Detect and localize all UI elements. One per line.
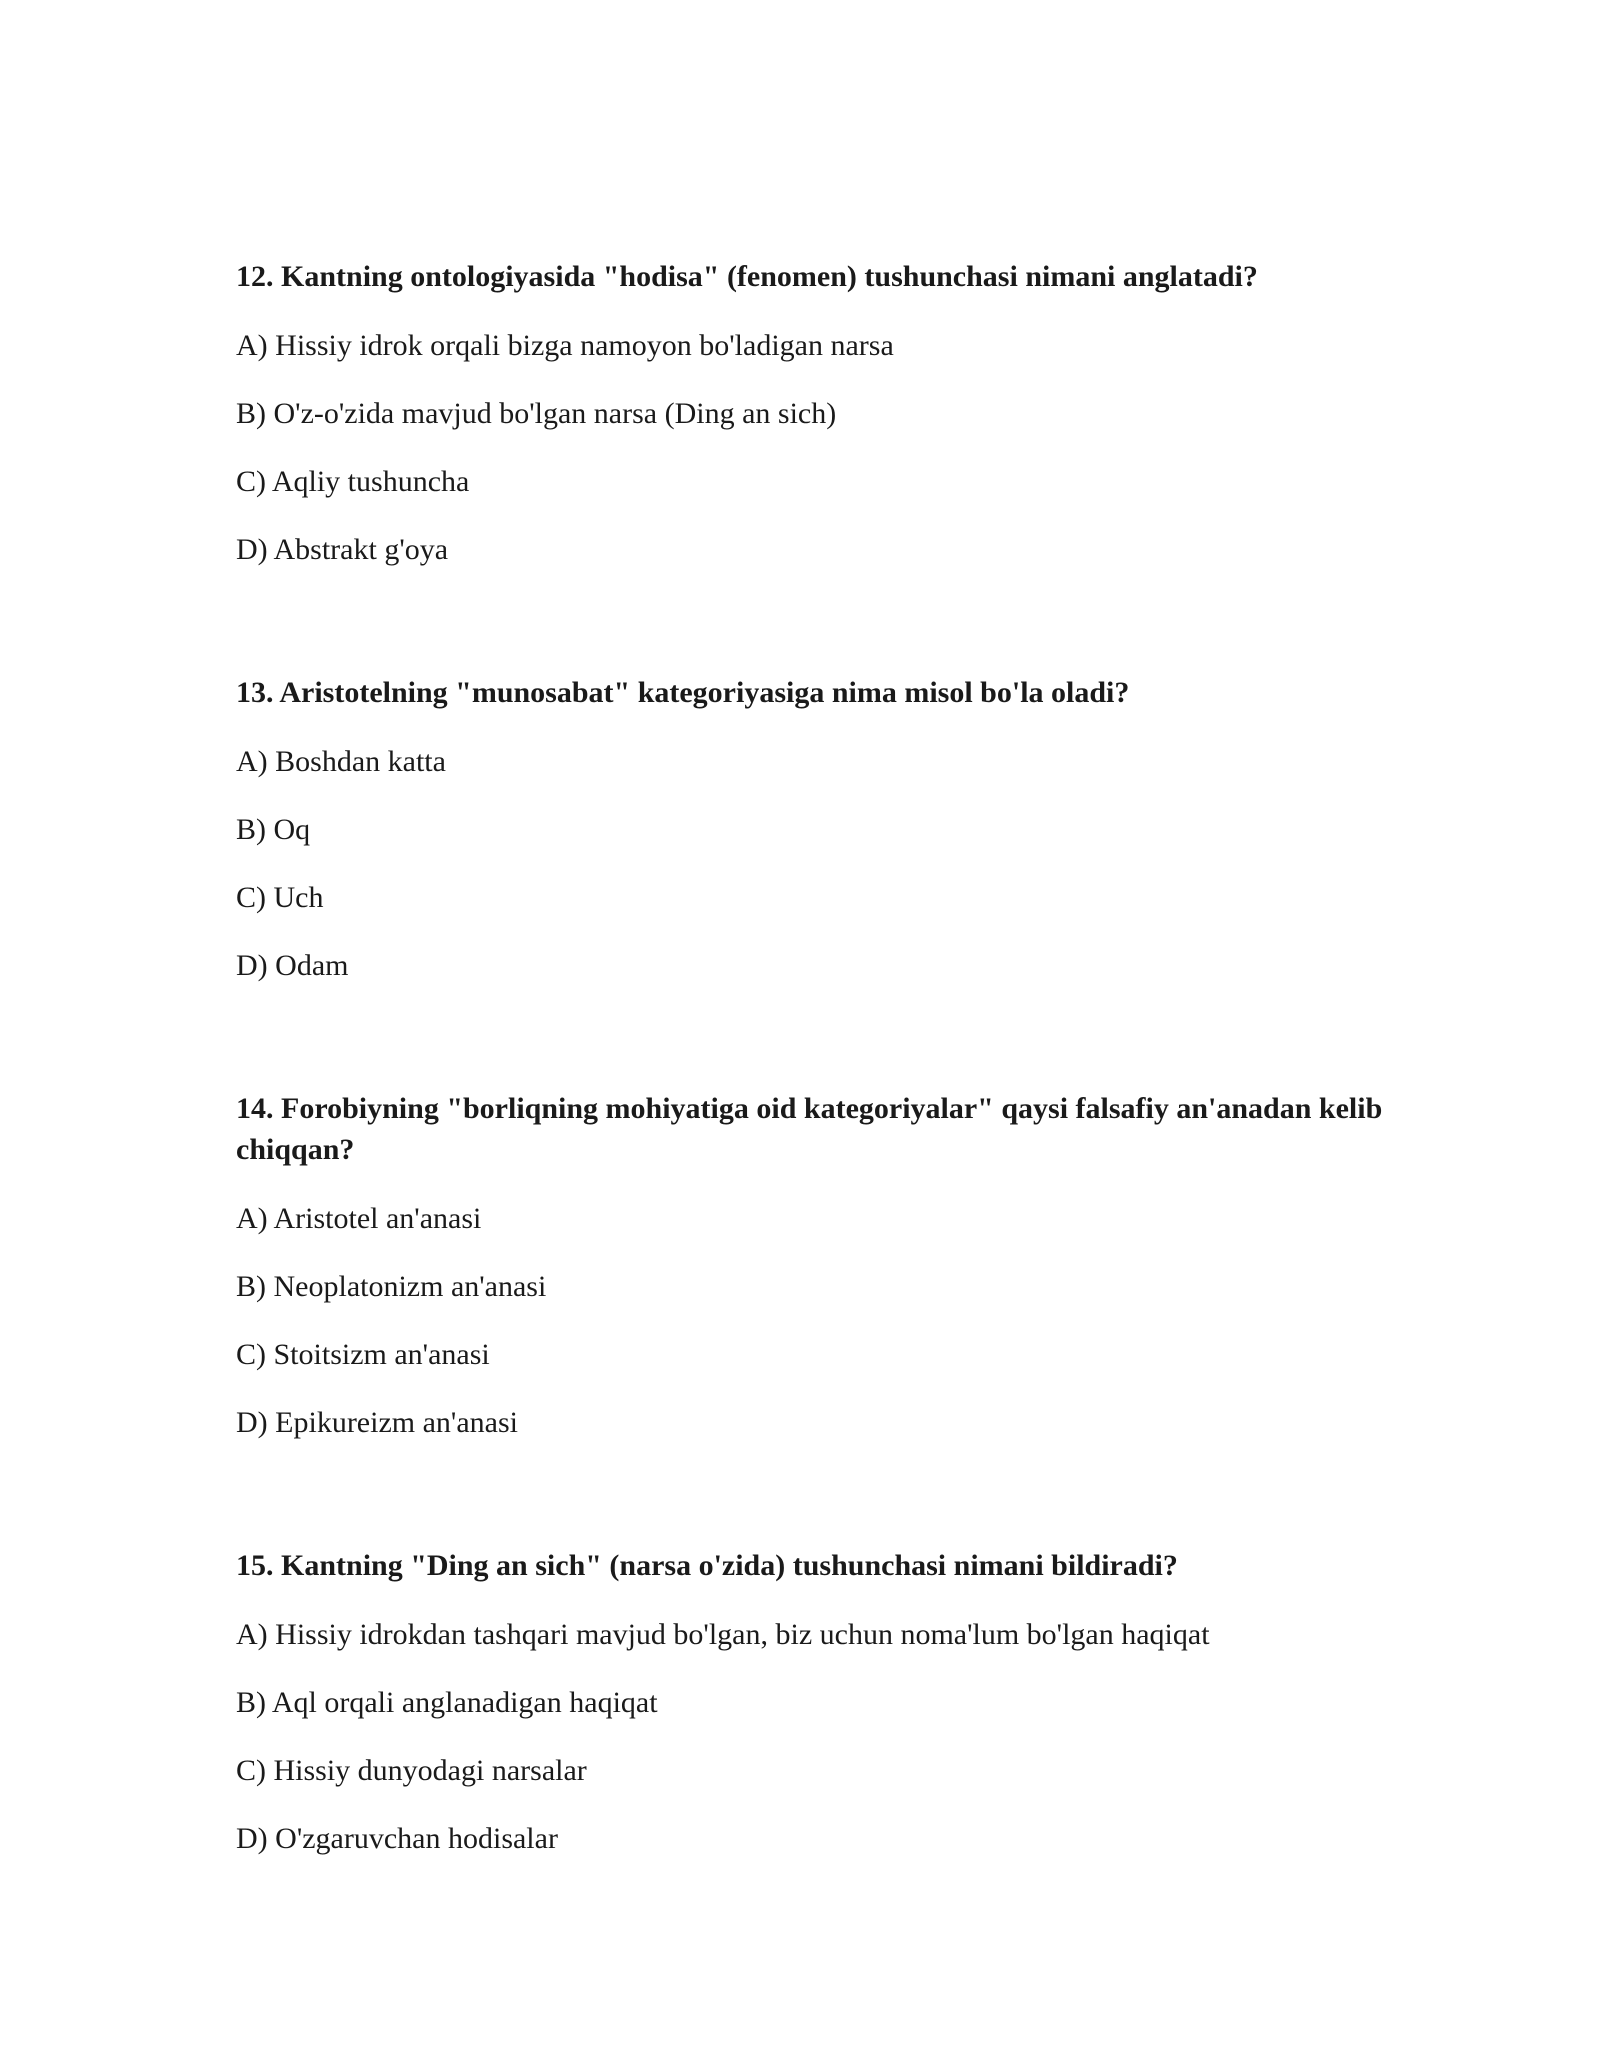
answer-option-b: B) O'z-o'zida mavjud bo'lgan narsa (Ding an sich): [236, 397, 837, 430]
document-page: [236, 256, 1396, 1961]
question-title: 14. Forobiyning "borliqning mohiyatiga oid kategoriyalar" qaysi falsafiy an'anadan kelib chiqqan?: [236, 1092, 1383, 1166]
answer-option-a: A) Boshdan katta: [236, 745, 446, 778]
question-13: [236, 672, 1396, 986]
answer-option-c: C) Stoitsizm an'anasi: [236, 1338, 490, 1371]
answer-option-d: D) Odam: [236, 949, 349, 982]
answer-option-c: C) Uch: [236, 881, 324, 914]
answer-option-b: B) Neoplatonizm an'anasi: [236, 1270, 547, 1303]
question-title: 15. Kantning "Ding an sich" (narsa o'zida) tushunchasi nimani bildiradi?: [236, 1549, 1178, 1582]
answer-option-b: B) Aql orqali anglanadigan haqiqat: [236, 1686, 658, 1719]
question-15: [236, 1545, 1396, 1859]
answer-option-a: A) Aristotel an'anasi: [236, 1202, 482, 1235]
answer-option-b: B) Oq: [236, 813, 311, 846]
answer-option-c: C) Aqliy tushuncha: [236, 465, 470, 498]
question-12: [236, 256, 1396, 570]
question-title: 13. Aristotelning "munosabat" kategoriyasiga nima misol bo'la oladi?: [236, 676, 1130, 709]
answer-option-c: C) Hissiy dunyodagi narsalar: [236, 1754, 587, 1787]
answer-option-a: A) Hissiy idrokdan tashqari mavjud bo'lgan, biz uchun noma'lum bo'lgan haqiqat: [236, 1618, 1210, 1651]
question-title: 12. Kantning ontologiyasida "hodisa" (fenomen) tushunchasi nimani anglatadi?: [236, 260, 1258, 293]
answer-option-d: D) Epikureizm an'anasi: [236, 1406, 518, 1439]
answer-option-d: D) Abstrakt g'oya: [236, 533, 449, 566]
answer-option-a: A) Hissiy idrok orqali bizga namoyon bo'ladigan narsa: [236, 329, 894, 362]
question-14: [236, 1088, 1396, 1443]
answer-option-d: D) O'zgaruvchan hodisalar: [236, 1822, 558, 1855]
